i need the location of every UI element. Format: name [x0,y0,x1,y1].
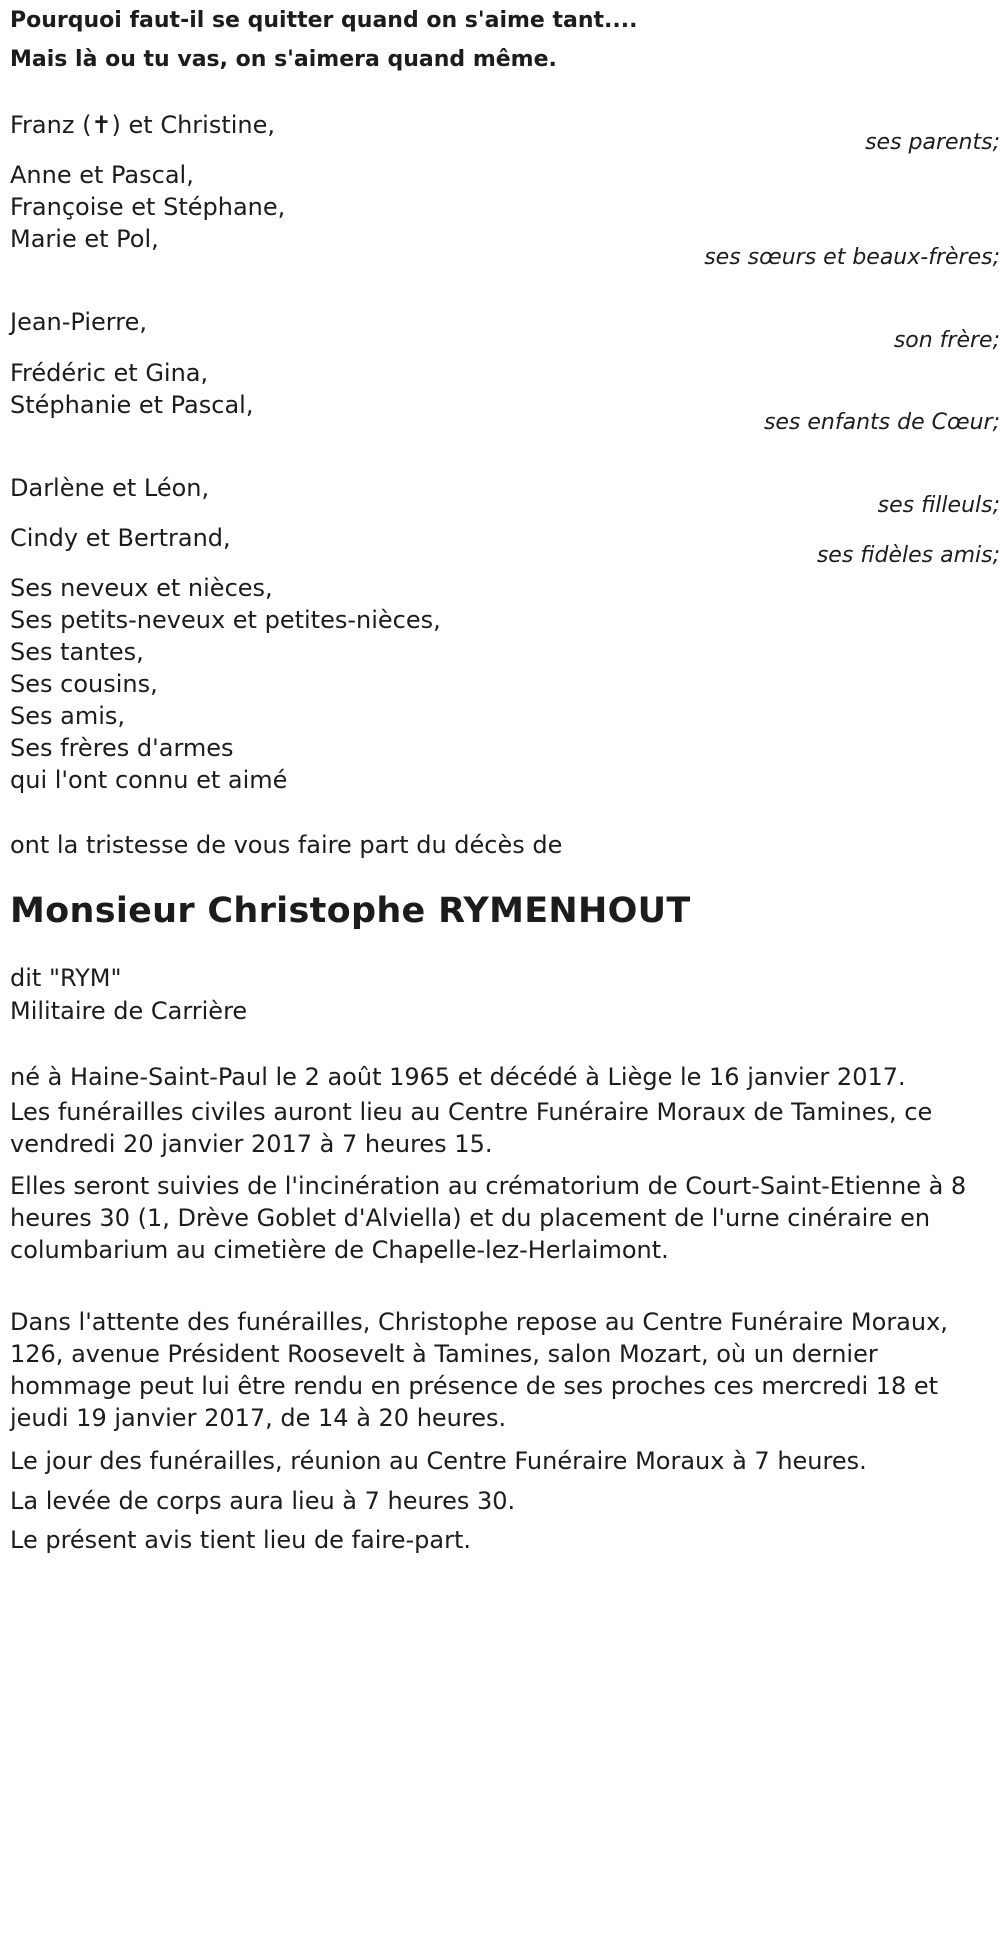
godchildren-role: ses filleuls; [877,493,1000,518]
parents-names: Franz (✝) et Christine, [10,111,276,139]
sister-2: Françoise et Stéphane, [10,193,286,221]
children-role: ses enfants de Cœur; [763,410,1000,435]
announcement-text: ont la tristesse de vous faire part du décès de [10,831,563,859]
gathering-paragraph: Le jour des funérailles, réunion au Centre Funéraire Moraux à 7 heures. [10,1447,867,1475]
other-relatives-5: Ses amis, [10,702,126,730]
brother-role: son frère; [893,328,1000,353]
visitation-paragraph: Dans l'attente des funérailles, Christophe repose au Centre Funéraire Moraux, 126, avenue Président Roosevelt à Tamines, salon Mozart, où un dernier hommage peut lui être rendu en présence de ses proches ces mercredi 18 et jeudi 19 janvier 2017, de 14 à 20 heures. [10,1308,948,1432]
verse-line-1: Pourquoi faut-il se quitter quand on s'aime tant.... [10,8,638,33]
sister-3: Marie et Pol, [10,225,159,253]
other-relatives-1: Ses neveux et nièces, [10,574,273,602]
friends-role: ses fidèles amis; [816,543,1000,568]
procession-paragraph: La levée de corps aura lieu à 7 heures 30. [10,1487,516,1515]
sisters-role: ses sœurs et beaux-frères; [704,245,1000,270]
friends-names: Cindy et Bertrand, [10,524,231,552]
verse-line-2: Mais là ou tu vas, on s'aimera quand même. [10,47,557,72]
funeral-paragraph: Les funérailles civiles auront lieu au Centre Funéraire Moraux de Tamines, ce vendredi 20 janvier 2017 à 7 heures 15. [10,1098,933,1158]
other-relatives-6: Ses frères d'armes [10,734,234,762]
notice-paragraph: Le présent avis tient lieu de faire-part. [10,1526,472,1554]
cremation-paragraph: Elles seront suivies de l'incinération au crématorium de Court-Saint-Etienne à 8 heures 30 (1, Drève Goblet d'Alviella) et du placement de l'urne cinéraire en columbarium au cimetière de Chapelle-lez-Herlaimont. [10,1172,967,1264]
deceased-profession: Militaire de Carrière [10,997,248,1025]
other-relatives-3: Ses tantes, [10,638,144,666]
sister-1: Anne et Pascal, [10,161,194,189]
child-2: Stéphanie et Pascal, [10,391,254,419]
birth-death-paragraph: né à Haine-Saint-Paul le 2 août 1965 et décédé à Liège le 16 janvier 2017. [10,1063,906,1091]
parents-role: ses parents; [865,130,1000,155]
deceased-nickname: dit "RYM" [10,964,122,992]
child-1: Frédéric et Gina, [10,359,209,387]
other-relatives-7: qui l'ont connu et aimé [10,766,288,794]
other-relatives-4: Ses cousins, [10,670,158,698]
godchildren-names: Darlène et Léon, [10,474,210,502]
other-relatives-2: Ses petits-neveux et petites-nièces, [10,606,441,634]
deceased-name: Monsieur Christophe RYMENHOUT [10,891,691,931]
brother-name: Jean-Pierre, [10,308,147,336]
